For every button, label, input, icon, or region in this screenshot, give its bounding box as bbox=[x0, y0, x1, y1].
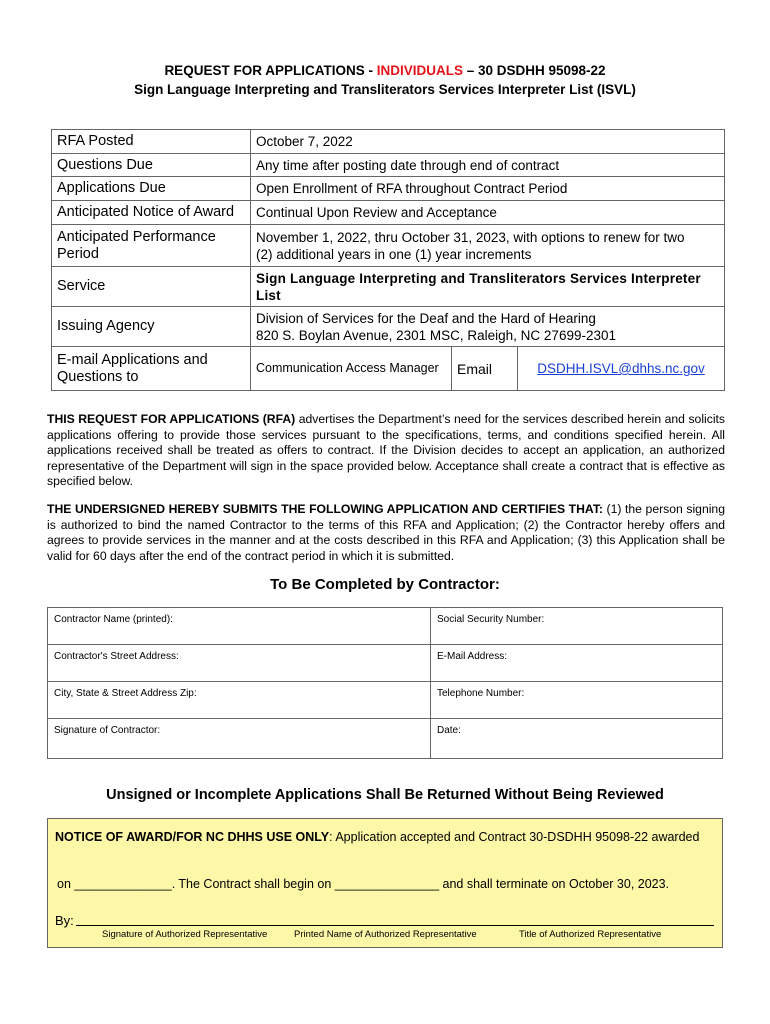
rfa-posted-value: October 7, 2022 bbox=[251, 130, 725, 154]
email-applications-label bbox=[52, 347, 251, 391]
service-value-line2: List bbox=[256, 287, 281, 303]
rfa-paragraph-text: advertises the Department’s need for the services described herein and solicits applications offering to provide those services pursuant to the specifications, terms, and conditions specified herein. All applications received shall be treated as offers to contract. If the Division decides to accept an application, an authorized representative of the Department will sign in the space provided below. Acceptance shall create a contract that is effective as specified below. bbox=[47, 412, 726, 489]
rfa-paragraph-bold: THIS REQUEST FOR APPLICATIONS (RFA) bbox=[47, 412, 296, 426]
service-label: Service bbox=[52, 267, 251, 307]
rfa-posted-label: RFA Posted bbox=[52, 130, 251, 154]
certification-paragraph-text: (1) the person signing is authorized to bind the named Contractor to the terms of this RFA and Application; (2) the Contractor hereby offers and agrees to provide services in the manner and at the costs described in this RFA and Application; (3) this Application shall be valid for 60 days after the end of the contract period in which it is submitted. bbox=[47, 502, 725, 563]
contractor-section-heading: To Be Completed by Contractor: bbox=[270, 576, 500, 593]
ssn-field[interactable]: Social Security Number: bbox=[431, 608, 723, 645]
rfa-paragraph bbox=[47, 412, 725, 490]
email-label: Email bbox=[452, 347, 518, 391]
issuing-agency-address: 820 S. Boylan Avenue, 2301 MSC, Raleigh, NC 27699-2301 bbox=[256, 327, 616, 343]
notice-text: : Application accepted and Contract 30-DSDHH 95098-22 awarded bbox=[329, 830, 700, 844]
performance-period-value-line2: (2) additional years in one (1) year increments bbox=[256, 246, 532, 262]
performance-period-label-line2: Period bbox=[57, 245, 99, 262]
signature-line[interactable] bbox=[76, 925, 714, 926]
questions-due-value: Any time after posting date through end of contract bbox=[251, 154, 725, 177]
performance-period-value-line1: November 1, 2022, thru October 31, 2023, with options to renew for two bbox=[256, 229, 685, 245]
telephone-field[interactable]: Telephone Number: bbox=[431, 682, 723, 719]
title-prefix: REQUEST FOR APPLICATIONS - bbox=[164, 63, 377, 78]
document-title bbox=[0, 63, 770, 78]
issuing-agency-name: Division of Services for the Deaf and the Hard of Hearing bbox=[256, 310, 596, 326]
notice-of-award-value: Continual Upon Review and Acceptance bbox=[251, 201, 725, 225]
notice-line1 bbox=[55, 830, 699, 844]
email-address-field[interactable]: E-Mail Address: bbox=[431, 645, 723, 682]
email-link[interactable]: DSDHH.ISVL@dhhs.nc.gov bbox=[518, 347, 725, 391]
email-applications-label-line1: E-mail Applications and bbox=[57, 351, 208, 368]
performance-period-label-line1: Anticipated Performance bbox=[57, 228, 216, 245]
certification-paragraph-bold: THE UNDERSIGNED HEREBY SUBMITS THE FOLLOWING APPLICATION AND CERTIFIES THAT: bbox=[47, 502, 603, 516]
notice-line2: on ______________. The Contract shall begin on _______________ and shall terminate on October 30, 2023. bbox=[57, 877, 670, 891]
issuing-agency-value bbox=[251, 307, 725, 347]
applications-due-label: Applications Due bbox=[52, 177, 251, 201]
performance-period-label bbox=[52, 225, 251, 267]
contractor-name-field[interactable]: Contractor Name (printed): bbox=[48, 608, 431, 645]
performance-period-value bbox=[251, 225, 725, 267]
certification-paragraph bbox=[47, 502, 725, 564]
notice-bold: NOTICE OF AWARD/FOR NC DHHS USE ONLY bbox=[55, 830, 330, 844]
notice-of-award-box bbox=[47, 818, 723, 948]
service-value bbox=[251, 267, 725, 307]
title-suffix: – 30 DSDHH 95098-22 bbox=[462, 63, 606, 78]
city-state-zip-field[interactable]: City, State & Street Address Zip: bbox=[48, 682, 431, 719]
street-address-field[interactable]: Contractor's Street Address: bbox=[48, 645, 431, 682]
caption-printed-name: Printed Name of Authorized Representative bbox=[294, 929, 477, 940]
incomplete-warning: Unsigned or Incomplete Applications Shall Be Returned Without Being Reviewed bbox=[106, 787, 664, 803]
applications-due-value: Open Enrollment of RFA throughout Contract Period bbox=[251, 177, 725, 201]
contractor-signature-field[interactable]: Signature of Contractor: bbox=[48, 719, 431, 759]
document-subtitle: Sign Language Interpreting and Transliterators Services Interpreter List (ISVL) bbox=[134, 82, 636, 97]
caption-title: Title of Authorized Representative bbox=[519, 929, 662, 940]
rfa-info-table bbox=[51, 129, 725, 391]
caption-signature: Signature of Authorized Representative bbox=[102, 929, 268, 940]
notice-of-award-label: Anticipated Notice of Award bbox=[52, 201, 251, 225]
issuing-agency-label: Issuing Agency bbox=[52, 307, 251, 347]
contractor-form-table bbox=[47, 607, 723, 759]
date-field[interactable]: Date: bbox=[431, 719, 723, 759]
questions-due-label: Questions Due bbox=[52, 154, 251, 177]
title-individuals: INDIVIDUALS bbox=[376, 63, 463, 78]
by-label: By: bbox=[55, 913, 74, 928]
contact-title: Communication Access Manager bbox=[251, 347, 452, 391]
service-value-line1: Sign Language Interpreting and Transliterators Services Interpreter bbox=[256, 270, 701, 286]
email-applications-label-line2: Questions to bbox=[57, 368, 139, 385]
